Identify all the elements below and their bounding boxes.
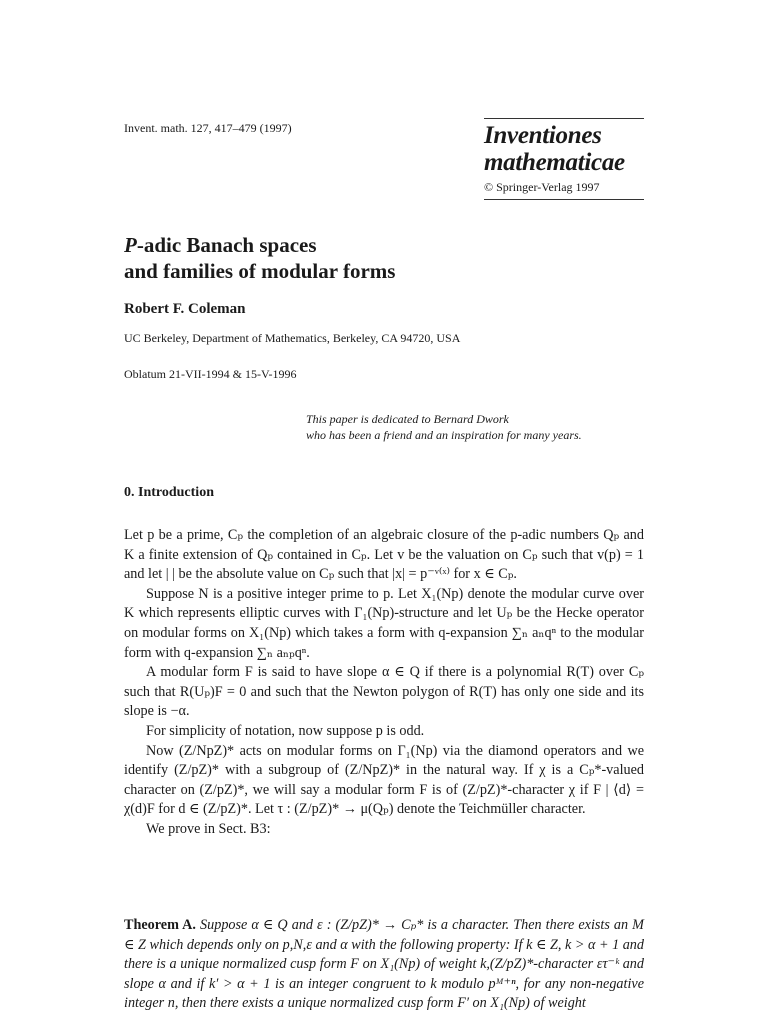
author-name: Robert F. Coleman — [124, 301, 246, 317]
paper-title — [124, 232, 395, 284]
copyright-notice: © Springer-Verlag 1997 — [484, 180, 600, 194]
author-affiliation: UC Berkeley, Department of Mathematics, Berkeley, CA 94720, USA — [124, 331, 461, 345]
theorem-label: Theorem A. — [124, 917, 196, 933]
introduction-body — [124, 526, 644, 840]
paragraph-3: A modular form F is said to have slope α ∈ Q if there is a polynomial R(T) over Cₚ such that R(Uₚ)F = 0 and such that the Newton polygon of R(T) has only one side and its slope is −α. — [124, 664, 644, 720]
journal-name-line1: Inventiones — [484, 122, 602, 149]
paragraph-2: Suppose N is a positive integer prime to p. Let X₁(Np) denote the modular curve over K which represents elliptic curves with Γ₁(Np)-structure and let Uₚ be the Hecke operator on modular forms on X₁(Np) which takes a form with q-expansion ∑ₙ aₙqⁿ to the modular form with q-expansion ∑ₙ aₙₚqⁿ. — [124, 585, 644, 661]
dedication-line2: who has been a friend and an inspiration for many years. — [306, 428, 582, 442]
paragraph-5: Now (Z/NpZ)* acts on modular forms on Γ₁(Np) via the diamond operators and we identify (Z/pZ)* with a subgroup of (Z/NpZ)* in the natural way. If χ is a Cₚ*-valued character on (Z/pZ)*, we will say a modular form F is of (Z/pZ)*-character χ if F | ⟨d⟩ = χ(d)F for d ∈ (Z/pZ)*. Let τ : (Z/pZ)* → μ(Qₚ) denote the Teichmüller character. — [124, 742, 644, 818]
dedication-line1: This paper is dedicated to Bernard Dwork — [306, 412, 509, 426]
theorem-text: Suppose α ∈ Q and ε : (Z/pZ)* → Cₚ* is a character. Then there exists an M ∈ Z which depends only on p,N,ε and α with the following property: If k ∈ Z, k > α + 1 and there is a unique normalized cusp form F on X₁(Np) of weight k,(Z/pZ)*-character ετ⁻ᵏ and slope α and if k′ > α + 1 is an integer congruent to k modulo pᴹ⁺ⁿ, for any non-negative integer n, then there exists a unique normalized cusp form F′ on X₁(Np) of weight — [124, 917, 644, 1012]
title-line2: and families of modular forms — [124, 259, 396, 283]
section-heading: 0. Introduction — [124, 485, 214, 500]
masthead-rule-top — [484, 118, 644, 119]
dedication — [306, 411, 582, 443]
journal-citation: Invent. math. 127, 417–479 (1997) — [124, 121, 292, 135]
journal-masthead — [484, 118, 644, 200]
masthead-rule-bottom — [484, 199, 644, 200]
title-line1: -adic Banach spaces — [136, 233, 317, 257]
journal-name-line2: mathematicae — [484, 149, 625, 176]
paragraph-6: We prove in Sect. B3: — [146, 820, 271, 837]
theorem-a — [124, 916, 644, 1014]
paragraph-1: Let p be a prime, Cₚ the completion of an algebraic closure of the p-adic numbers Qₚ and K a finite extension of Qₚ contained in Cₚ. Let v be the valuation on Cₚ such that v(p) = 1 and let | | be the absolute value on Cₚ such that |x| = p⁻ᵛ⁽ˣ⁾ for x ∈ Cₚ. — [124, 527, 644, 583]
paragraph-4: For simplicity of notation, now suppose p is odd. — [146, 722, 425, 739]
submission-dates: Oblatum 21-VII-1994 & 15-V-1996 — [124, 367, 297, 381]
title-lead-letter: P — [124, 233, 137, 257]
